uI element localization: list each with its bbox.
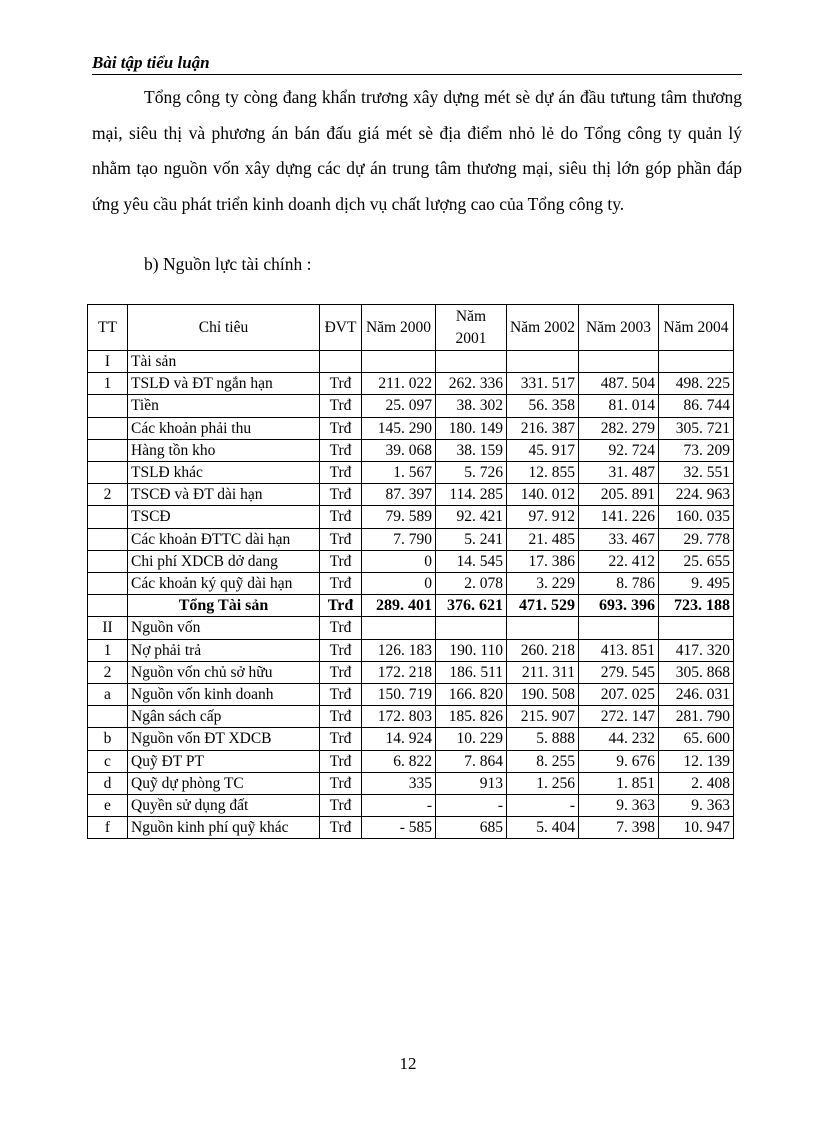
- cell-value: 150. 719: [362, 684, 436, 706]
- table-row: [88, 550, 734, 572]
- cell-value: 5. 726: [436, 462, 507, 484]
- cell-value: [362, 617, 436, 639]
- cell-value: 216. 387: [507, 417, 579, 439]
- cell-value: 6. 822: [362, 750, 436, 772]
- cell-value: 9. 676: [579, 750, 659, 772]
- header-title: Bài tập tiểu luận: [92, 53, 210, 72]
- cell-value: 335: [362, 772, 436, 794]
- cell-value: 73. 209: [659, 439, 734, 461]
- header-tt: TT: [88, 305, 128, 351]
- cell-tt: 2: [88, 661, 128, 683]
- cell-tt: [88, 595, 128, 617]
- cell-value: 413. 851: [579, 639, 659, 661]
- header-year-2004: Năm 2004: [659, 305, 734, 351]
- cell-value: 172. 218: [362, 661, 436, 683]
- table-body: [88, 351, 734, 839]
- cell-value: 207. 025: [579, 684, 659, 706]
- cell-value: 693. 396: [579, 595, 659, 617]
- cell-value: 38. 159: [436, 439, 507, 461]
- cell-value: 1. 851: [579, 772, 659, 794]
- table-row: [88, 706, 734, 728]
- cell-value: 29. 778: [659, 528, 734, 550]
- cell-value: 1. 567: [362, 462, 436, 484]
- cell-dvt: Trđ: [320, 484, 362, 506]
- cell-value: [659, 617, 734, 639]
- cell-chi-tieu: Chi phí XDCB dở dang: [128, 550, 320, 572]
- cell-chi-tieu: Quyền sử dụng đất: [128, 795, 320, 817]
- table-row: [88, 528, 734, 550]
- cell-value: 25. 097: [362, 395, 436, 417]
- finance-table: [87, 304, 734, 839]
- cell-chi-tieu: Tổng Tài sản: [128, 595, 320, 617]
- cell-tt: [88, 573, 128, 595]
- cell-value: 65. 600: [659, 728, 734, 750]
- cell-tt: d: [88, 772, 128, 794]
- cell-value: 279. 545: [579, 661, 659, 683]
- cell-value: [579, 617, 659, 639]
- cell-value: 79. 589: [362, 506, 436, 528]
- cell-value: 5. 404: [507, 817, 579, 839]
- cell-tt: c: [88, 750, 128, 772]
- cell-dvt: Trđ: [320, 595, 362, 617]
- cell-value: 282. 279: [579, 417, 659, 439]
- cell-value: 145. 290: [362, 417, 436, 439]
- table-row: [88, 351, 734, 373]
- cell-dvt: Trđ: [320, 750, 362, 772]
- cell-dvt: Trđ: [320, 772, 362, 794]
- cell-value: 32. 551: [659, 462, 734, 484]
- cell-value: 685: [436, 817, 507, 839]
- cell-tt: I: [88, 351, 128, 373]
- cell-value: 289. 401: [362, 595, 436, 617]
- table-row: [88, 728, 734, 750]
- cell-chi-tieu: Các khoản phải thu: [128, 417, 320, 439]
- cell-value: 33. 467: [579, 528, 659, 550]
- header-year-2001: Năm 2001: [436, 305, 507, 351]
- cell-chi-tieu: Nguồn kinh phí quỹ khác: [128, 817, 320, 839]
- cell-value: 376. 621: [436, 595, 507, 617]
- cell-dvt: Trđ: [320, 573, 362, 595]
- cell-value: 38. 302: [436, 395, 507, 417]
- cell-value: 723. 188: [659, 595, 734, 617]
- cell-value: 39. 068: [362, 439, 436, 461]
- cell-value: 21. 485: [507, 528, 579, 550]
- cell-value: [362, 351, 436, 373]
- cell-value: 126. 183: [362, 639, 436, 661]
- cell-value: 180. 149: [436, 417, 507, 439]
- table-row: [88, 772, 734, 794]
- paragraph-text: Tổng công ty còng đang khẩn trương xây dựng mét sè dự án đầu tưtung tâm thương mại, siêu thị và phương án bán đấu giá mét sè địa điểm nhỏ lẻ do Tổng công ty quản lý nhằm tạo nguồn vốn xây dựng các dự án trung tâm thương mại, siêu thị lớn góp phần đáp ứng yêu cầu phát triển kinh doanh dịch vụ chất lượng cao của Tổng công ty.: [92, 87, 742, 214]
- table-row: [88, 817, 734, 839]
- cell-tt: e: [88, 795, 128, 817]
- cell-value: [579, 351, 659, 373]
- cell-tt: [88, 706, 128, 728]
- cell-dvt: Trđ: [320, 795, 362, 817]
- cell-dvt: Trđ: [320, 661, 362, 683]
- cell-tt: f: [88, 817, 128, 839]
- cell-chi-tieu: Nguồn vốn: [128, 617, 320, 639]
- cell-value: [436, 351, 507, 373]
- cell-value: 246. 031: [659, 684, 734, 706]
- cell-value: 5. 241: [436, 528, 507, 550]
- table-row: [88, 417, 734, 439]
- cell-dvt: Trđ: [320, 684, 362, 706]
- cell-tt: II: [88, 617, 128, 639]
- cell-value: 92. 421: [436, 506, 507, 528]
- table-row: [88, 617, 734, 639]
- cell-value: 211. 311: [507, 661, 579, 683]
- cell-value: 17. 386: [507, 550, 579, 572]
- table-row: [88, 462, 734, 484]
- cell-dvt: Trđ: [320, 706, 362, 728]
- table-row: [88, 639, 734, 661]
- cell-tt: [88, 462, 128, 484]
- cell-value: 114. 285: [436, 484, 507, 506]
- cell-value: 0: [362, 573, 436, 595]
- cell-value: 81. 014: [579, 395, 659, 417]
- document-header: [92, 52, 742, 75]
- cell-tt: [88, 417, 128, 439]
- cell-value: 22. 412: [579, 550, 659, 572]
- cell-value: 913: [436, 772, 507, 794]
- cell-chi-tieu: Hàng tồn kho: [128, 439, 320, 461]
- cell-tt: 2: [88, 484, 128, 506]
- cell-value: 10. 229: [436, 728, 507, 750]
- table-row: [88, 395, 734, 417]
- cell-chi-tieu: Ngân sách cấp: [128, 706, 320, 728]
- cell-value: -: [436, 795, 507, 817]
- cell-value: 215. 907: [507, 706, 579, 728]
- cell-value: 8. 786: [579, 573, 659, 595]
- cell-value: 45. 917: [507, 439, 579, 461]
- cell-value: 5. 888: [507, 728, 579, 750]
- cell-value: 44. 232: [579, 728, 659, 750]
- table-total-row: [88, 595, 734, 617]
- cell-dvt: Trđ: [320, 373, 362, 395]
- cell-value: 3. 229: [507, 573, 579, 595]
- table-row: [88, 439, 734, 461]
- cell-value: -: [507, 795, 579, 817]
- cell-value: 25. 655: [659, 550, 734, 572]
- cell-value: 185. 826: [436, 706, 507, 728]
- cell-value: - 585: [362, 817, 436, 839]
- cell-value: 10. 947: [659, 817, 734, 839]
- cell-value: 260. 218: [507, 639, 579, 661]
- cell-value: 7. 790: [362, 528, 436, 550]
- cell-dvt: [320, 351, 362, 373]
- cell-chi-tieu: Tài sản: [128, 351, 320, 373]
- cell-dvt: Trđ: [320, 617, 362, 639]
- table-row: [88, 373, 734, 395]
- cell-value: 224. 963: [659, 484, 734, 506]
- cell-chi-tieu: TSLĐ và ĐT ngắn hạn: [128, 373, 320, 395]
- section-title: b) Nguồn lực tài chính :: [144, 254, 312, 274]
- cell-value: 305. 721: [659, 417, 734, 439]
- cell-dvt: Trđ: [320, 395, 362, 417]
- cell-dvt: Trđ: [320, 439, 362, 461]
- cell-value: 14. 924: [362, 728, 436, 750]
- cell-value: 14. 545: [436, 550, 507, 572]
- cell-tt: [88, 528, 128, 550]
- cell-tt: [88, 395, 128, 417]
- cell-dvt: Trđ: [320, 639, 362, 661]
- table-row: [88, 661, 734, 683]
- cell-tt: 1: [88, 639, 128, 661]
- cell-chi-tieu: Nguồn vốn ĐT XDCB: [128, 728, 320, 750]
- cell-value: 262. 336: [436, 373, 507, 395]
- page-number: 12: [399, 1054, 417, 1073]
- table-row: [88, 506, 734, 528]
- table-row: [88, 750, 734, 772]
- cell-chi-tieu: Nguồn vốn chủ sở hữu: [128, 661, 320, 683]
- cell-chi-tieu: Các khoản ký quỹ dài hạn: [128, 573, 320, 595]
- cell-value: 0: [362, 550, 436, 572]
- cell-value: [507, 351, 579, 373]
- cell-value: 205. 891: [579, 484, 659, 506]
- cell-value: 92. 724: [579, 439, 659, 461]
- cell-tt: [88, 439, 128, 461]
- cell-tt: [88, 506, 128, 528]
- cell-chi-tieu: Nợ phải trả: [128, 639, 320, 661]
- cell-chi-tieu: TSCĐ: [128, 506, 320, 528]
- cell-value: 9. 363: [659, 795, 734, 817]
- table-row: [88, 484, 734, 506]
- cell-value: [436, 617, 507, 639]
- cell-dvt: Trđ: [320, 550, 362, 572]
- cell-value: 417. 320: [659, 639, 734, 661]
- cell-value: 12. 855: [507, 462, 579, 484]
- body-paragraph: [92, 80, 742, 222]
- header-year-2003: Năm 2003: [579, 305, 659, 351]
- cell-dvt: Trđ: [320, 817, 362, 839]
- cell-value: 498. 225: [659, 373, 734, 395]
- cell-value: 31. 487: [579, 462, 659, 484]
- cell-chi-tieu: Tiền: [128, 395, 320, 417]
- cell-chi-tieu: TSLĐ khác: [128, 462, 320, 484]
- cell-value: 7. 398: [579, 817, 659, 839]
- cell-value: 160. 035: [659, 506, 734, 528]
- cell-tt: b: [88, 728, 128, 750]
- cell-dvt: Trđ: [320, 417, 362, 439]
- table-row: [88, 573, 734, 595]
- cell-chi-tieu: Quỹ ĐT PT: [128, 750, 320, 772]
- cell-value: 7. 864: [436, 750, 507, 772]
- cell-dvt: Trđ: [320, 728, 362, 750]
- cell-value: 2. 078: [436, 573, 507, 595]
- cell-value: 172. 803: [362, 706, 436, 728]
- cell-value: 2. 408: [659, 772, 734, 794]
- cell-tt: a: [88, 684, 128, 706]
- cell-value: 281. 790: [659, 706, 734, 728]
- cell-value: 211. 022: [362, 373, 436, 395]
- cell-value: 331. 517: [507, 373, 579, 395]
- header-year-2000: Năm 2000: [362, 305, 436, 351]
- cell-value: 140. 012: [507, 484, 579, 506]
- cell-value: 9. 495: [659, 573, 734, 595]
- cell-value: [659, 351, 734, 373]
- cell-value: 190. 110: [436, 639, 507, 661]
- cell-chi-tieu: Quỹ dự phòng TC: [128, 772, 320, 794]
- cell-value: 97. 912: [507, 506, 579, 528]
- table-row: [88, 795, 734, 817]
- cell-value: 190. 508: [507, 684, 579, 706]
- cell-dvt: Trđ: [320, 528, 362, 550]
- cell-tt: 1: [88, 373, 128, 395]
- cell-value: 9. 363: [579, 795, 659, 817]
- cell-chi-tieu: TSCĐ và ĐT dài hạn: [128, 484, 320, 506]
- cell-value: 56. 358: [507, 395, 579, 417]
- header-chi-tieu: Chỉ tiêu: [128, 305, 320, 351]
- cell-value: 87. 397: [362, 484, 436, 506]
- cell-value: [507, 617, 579, 639]
- cell-value: -: [362, 795, 436, 817]
- header-dvt: ĐVT: [320, 305, 362, 351]
- cell-value: 166. 820: [436, 684, 507, 706]
- cell-value: 141. 226: [579, 506, 659, 528]
- cell-value: 1. 256: [507, 772, 579, 794]
- header-year-2002: Năm 2002: [507, 305, 579, 351]
- cell-value: 471. 529: [507, 595, 579, 617]
- table-header-row: [88, 305, 734, 351]
- cell-value: 487. 504: [579, 373, 659, 395]
- cell-value: 12. 139: [659, 750, 734, 772]
- cell-dvt: Trđ: [320, 506, 362, 528]
- cell-value: 186. 511: [436, 661, 507, 683]
- table-row: [88, 684, 734, 706]
- cell-chi-tieu: Nguồn vốn kinh doanh: [128, 684, 320, 706]
- cell-value: 272. 147: [579, 706, 659, 728]
- cell-value: 86. 744: [659, 395, 734, 417]
- cell-value: 8. 255: [507, 750, 579, 772]
- cell-chi-tieu: Các khoản ĐTTC dài hạn: [128, 528, 320, 550]
- cell-tt: [88, 550, 128, 572]
- cell-value: 305. 868: [659, 661, 734, 683]
- cell-dvt: Trđ: [320, 462, 362, 484]
